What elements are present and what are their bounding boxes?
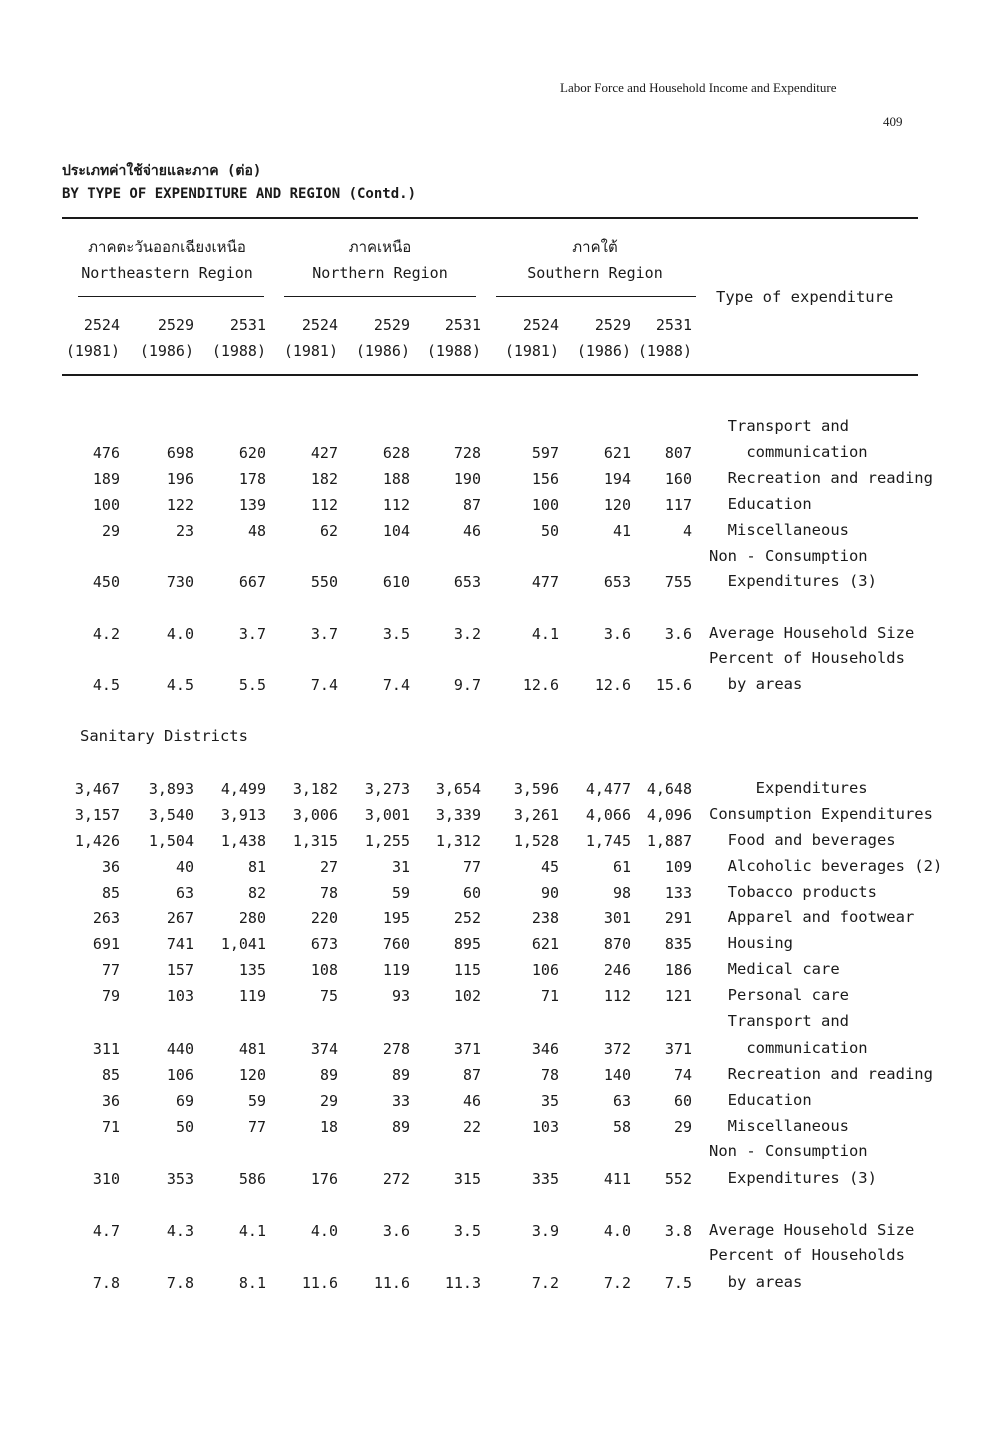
table-cell: 4.5: [166, 676, 194, 694]
table-cell: 7.2: [531, 1274, 559, 1292]
table-cell: 621: [531, 935, 559, 953]
column-year-ad: (1981): [504, 342, 559, 360]
row-label: communication: [709, 443, 868, 461]
table-cell: 280: [238, 909, 266, 927]
table-title-english: BY TYPE OF EXPENDITURE AND REGION (Contd.): [62, 186, 417, 202]
table-cell: 106: [166, 1066, 194, 1084]
table-cell: 89: [391, 1066, 410, 1084]
table-cell: 8.1: [238, 1274, 266, 1292]
table-cell: 353: [166, 1170, 194, 1188]
table-cell: 119: [238, 987, 266, 1005]
table-cell: 74: [673, 1066, 692, 1084]
table-cell: 71: [101, 1118, 120, 1136]
table-cell: 36: [101, 1092, 120, 1110]
table-cell: 372: [603, 1040, 631, 1058]
table-cell: 108: [310, 961, 338, 979]
table-cell: 3.9: [531, 1222, 559, 1240]
region-header-northern: [275, 234, 485, 286]
table-cell: 48: [247, 522, 266, 540]
row-label: Miscellaneous: [709, 521, 849, 539]
column-year-be: 2524: [83, 316, 120, 334]
row-label: Average Household Size: [709, 624, 915, 642]
table-cell: 755: [664, 573, 692, 591]
table-cell: 4.0: [603, 1222, 631, 1240]
section-heading-sanitary-districts: Sanitary Districts: [80, 727, 248, 745]
table-cell: 1,041: [220, 935, 266, 953]
row-label: communication: [709, 1039, 868, 1057]
table-cell: 7.5: [664, 1274, 692, 1292]
table-cell: 27: [319, 858, 338, 876]
table-cell: 698: [166, 444, 194, 462]
table-cell: 89: [391, 1118, 410, 1136]
row-label: Apparel and footwear: [709, 908, 915, 926]
column-year-be: 2531: [444, 316, 481, 334]
table-cell: 335: [531, 1170, 559, 1188]
table-cell: 1,504: [148, 832, 194, 850]
table-cell: 12.6: [522, 676, 559, 694]
table-cell: 60: [673, 1092, 692, 1110]
table-cell: 4.7: [92, 1222, 120, 1240]
table-cell: 69: [175, 1092, 194, 1110]
table-cell: 3.6: [664, 625, 692, 643]
table-cell: 1,745: [585, 832, 631, 850]
table-cell: 4,096: [646, 806, 692, 824]
table-cell: 112: [603, 987, 631, 1005]
row-label: Food and beverages: [709, 831, 896, 849]
column-header: [499, 312, 559, 364]
table-cell: 267: [166, 909, 194, 927]
row-label: Expenditures: [709, 779, 868, 797]
table-cell: 728: [453, 444, 481, 462]
table-cell: 3.5: [453, 1222, 481, 1240]
table-cell: 196: [166, 470, 194, 488]
table-cell: 103: [531, 1118, 559, 1136]
table-cell: 3,540: [148, 806, 194, 824]
table-cell: 120: [238, 1066, 266, 1084]
table-cell: 481: [238, 1040, 266, 1058]
table-cell: 1,255: [364, 832, 410, 850]
table-cell: 3,467: [74, 780, 120, 798]
row-label: Alcoholic beverages (2): [709, 857, 943, 875]
table-cell: 3.7: [310, 625, 338, 643]
region-english: Southern Region: [527, 264, 663, 282]
column-year-ad: (1988): [637, 342, 692, 360]
table-cell: 4.3: [166, 1222, 194, 1240]
table-cell: 4,499: [220, 780, 266, 798]
region-underline-southern: [496, 296, 696, 297]
table-cell: 3,182: [292, 780, 338, 798]
table-cell: 41: [612, 522, 631, 540]
row-label: Tobacco products: [709, 883, 877, 901]
table-cell: 730: [166, 573, 194, 591]
column-year-be: 2531: [655, 316, 692, 334]
table-cell: 3,006: [292, 806, 338, 824]
table-cell: 4.0: [166, 625, 194, 643]
table-cell: 252: [453, 909, 481, 927]
table-cell: 691: [92, 935, 120, 953]
column-year-ad: (1986): [576, 342, 631, 360]
table-cell: 3,654: [435, 780, 481, 798]
table-cell: 156: [531, 470, 559, 488]
table-cell: 3.2: [453, 625, 481, 643]
table-cell: 4.1: [238, 1222, 266, 1240]
table-cell: 15.6: [655, 676, 692, 694]
column-header: [571, 312, 631, 364]
table-cell: 79: [101, 987, 120, 1005]
column-header: [206, 312, 266, 364]
table-cell: 278: [382, 1040, 410, 1058]
table-cell: 102: [453, 987, 481, 1005]
table-cell: 82: [247, 884, 266, 902]
column-year-ad: (1986): [355, 342, 410, 360]
table-cell: 135: [238, 961, 266, 979]
table-cell: 7.4: [382, 676, 410, 694]
column-year-ad: (1981): [65, 342, 120, 360]
region-thai: ภาคตะวันออกเฉียงเหนือ: [88, 238, 246, 256]
table-cell: 3,001: [364, 806, 410, 824]
row-label: Housing: [709, 934, 793, 952]
table-cell: 35: [540, 1092, 559, 1110]
table-cell: 3.6: [382, 1222, 410, 1240]
table-cell: 371: [664, 1040, 692, 1058]
table-cell: 4.1: [531, 625, 559, 643]
region-underline-northern: [284, 296, 476, 297]
table-cell: 346: [531, 1040, 559, 1058]
table-cell: 1,315: [292, 832, 338, 850]
table-cell: 440: [166, 1040, 194, 1058]
table-cell: 4.0: [310, 1222, 338, 1240]
table-cell: 7.8: [92, 1274, 120, 1292]
table-cell: 3,157: [74, 806, 120, 824]
table-cell: 77: [247, 1118, 266, 1136]
table-cell: 7.2: [603, 1274, 631, 1292]
table-cell: 85: [101, 884, 120, 902]
table-cell: 3.8: [664, 1222, 692, 1240]
table-cell: 291: [664, 909, 692, 927]
table-cell: 59: [391, 884, 410, 902]
row-label: Transport and: [709, 1012, 849, 1030]
region-header-southern: [490, 234, 700, 286]
table-title-thai: ประเภทค่าใช้จ่ายและภาค (ต่อ): [62, 163, 262, 179]
table-cell: 5.5: [238, 676, 266, 694]
table-cell: 139: [238, 496, 266, 514]
table-cell: 3,913: [220, 806, 266, 824]
table-cell: 104: [382, 522, 410, 540]
table-cell: 246: [603, 961, 631, 979]
table-cell: 620: [238, 444, 266, 462]
table-cell: 40: [175, 858, 194, 876]
table-cell: 3.6: [603, 625, 631, 643]
table-cell: 310: [92, 1170, 120, 1188]
table-cell: 9.7: [453, 676, 481, 694]
table-cell: 157: [166, 961, 194, 979]
table-cell: 100: [531, 496, 559, 514]
table-cell: 628: [382, 444, 410, 462]
table-cell: 552: [664, 1170, 692, 1188]
region-english: Northern Region: [312, 264, 448, 282]
top-rule: [62, 217, 918, 219]
region-thai: ภาคใต้: [572, 238, 618, 256]
table-cell: 71: [540, 987, 559, 1005]
table-cell: 272: [382, 1170, 410, 1188]
table-cell: 621: [603, 444, 631, 462]
table-cell: 1,528: [513, 832, 559, 850]
table-cell: 90: [540, 884, 559, 902]
table-cell: 188: [382, 470, 410, 488]
table-cell: 75: [319, 987, 338, 1005]
column-year-ad: (1981): [283, 342, 338, 360]
table-cell: 220: [310, 909, 338, 927]
table-cell: 7.4: [310, 676, 338, 694]
table-cell: 61: [612, 858, 631, 876]
table-cell: 11.6: [301, 1274, 338, 1292]
column-year-be: 2529: [157, 316, 194, 334]
table-cell: 103: [166, 987, 194, 1005]
table-cell: 115: [453, 961, 481, 979]
table-cell: 78: [319, 884, 338, 902]
table-cell: 3,893: [148, 780, 194, 798]
table-cell: 100: [92, 496, 120, 514]
table-cell: 189: [92, 470, 120, 488]
table-cell: 18: [319, 1118, 338, 1136]
row-label: Recreation and reading: [709, 469, 933, 487]
table-cell: 112: [310, 496, 338, 514]
table-cell: 450: [92, 573, 120, 591]
table-cell: 22: [462, 1118, 481, 1136]
column-header: [632, 312, 692, 364]
table-cell: 117: [664, 496, 692, 514]
table-cell: 1,312: [435, 832, 481, 850]
table-cell: 653: [453, 573, 481, 591]
table-cell: 140: [603, 1066, 631, 1084]
table-cell: 597: [531, 444, 559, 462]
table-cell: 50: [175, 1118, 194, 1136]
table-cell: 59: [247, 1092, 266, 1110]
row-label: Transport and: [709, 417, 849, 435]
table-cell: 11.6: [373, 1274, 410, 1292]
table-cell: 36: [101, 858, 120, 876]
table-cell: 109: [664, 858, 692, 876]
row-label: Expenditures (3): [709, 572, 877, 590]
table-cell: 610: [382, 573, 410, 591]
table-cell: 476: [92, 444, 120, 462]
table-cell: 667: [238, 573, 266, 591]
table-cell: 182: [310, 470, 338, 488]
region-header-northeastern: [62, 234, 272, 286]
table-cell: 4,648: [646, 780, 692, 798]
table-cell: 895: [453, 935, 481, 953]
row-label: by areas: [709, 675, 803, 693]
table-cell: 371: [453, 1040, 481, 1058]
table-cell: 87: [462, 496, 481, 514]
row-label: Personal care: [709, 986, 849, 1004]
table-cell: 4.2: [92, 625, 120, 643]
table-cell: 427: [310, 444, 338, 462]
table-cell: 238: [531, 909, 559, 927]
table-cell: 176: [310, 1170, 338, 1188]
table-cell: 673: [310, 935, 338, 953]
table-cell: 63: [612, 1092, 631, 1110]
column-header: [278, 312, 338, 364]
table-cell: 112: [382, 496, 410, 514]
table-cell: 1,426: [74, 832, 120, 850]
column-header: [350, 312, 410, 364]
table-cell: 835: [664, 935, 692, 953]
table-cell: 62: [319, 522, 338, 540]
table-cell: 11.3: [444, 1274, 481, 1292]
table-cell: 1,438: [220, 832, 266, 850]
table-cell: 85: [101, 1066, 120, 1084]
table-cell: 77: [462, 858, 481, 876]
column-year-be: 2524: [522, 316, 559, 334]
table-cell: 4,066: [585, 806, 631, 824]
table-cell: 195: [382, 909, 410, 927]
column-header: [60, 312, 120, 364]
type-of-expenditure-header: Type of expenditure: [716, 288, 894, 306]
table-cell: 60: [462, 884, 481, 902]
table-cell: 411: [603, 1170, 631, 1188]
table-cell: 120: [603, 496, 631, 514]
table-cell: 4,477: [585, 780, 631, 798]
column-header: [421, 312, 481, 364]
row-label: by areas: [709, 1273, 803, 1291]
table-cell: 586: [238, 1170, 266, 1188]
column-year-be: 2531: [229, 316, 266, 334]
row-label: Expenditures (3): [709, 1169, 877, 1187]
table-cell: 50: [540, 522, 559, 540]
table-cell: 870: [603, 935, 631, 953]
region-thai: ภาคเหนือ: [348, 238, 412, 256]
table-cell: 760: [382, 935, 410, 953]
table-cell: 807: [664, 444, 692, 462]
table-cell: 160: [664, 470, 692, 488]
table-cell: 46: [462, 1092, 481, 1110]
table-cell: 89: [319, 1066, 338, 1084]
table-cell: 3,273: [364, 780, 410, 798]
table-cell: 119: [382, 961, 410, 979]
column-year-be: 2529: [594, 316, 631, 334]
table-cell: 7.8: [166, 1274, 194, 1292]
table-cell: 106: [531, 961, 559, 979]
table-cell: 374: [310, 1040, 338, 1058]
table-cell: 3.7: [238, 625, 266, 643]
row-label: Consumption Expenditures: [709, 805, 933, 823]
column-year-ad: (1988): [211, 342, 266, 360]
page-number: 409: [883, 114, 903, 129]
table-cell: 23: [175, 522, 194, 540]
row-label: Medical care: [709, 960, 840, 978]
row-label: Percent of Households: [709, 1246, 905, 1264]
table-cell: 63: [175, 884, 194, 902]
table-cell: 81: [247, 858, 266, 876]
table-cell: 311: [92, 1040, 120, 1058]
table-cell: 98: [612, 884, 631, 902]
table-cell: 45: [540, 858, 559, 876]
table-cell: 133: [664, 884, 692, 902]
table-cell: 122: [166, 496, 194, 514]
column-year-be: 2529: [373, 316, 410, 334]
row-label: Average Household Size: [709, 1221, 915, 1239]
table-cell: 741: [166, 935, 194, 953]
table-cell: 12.6: [594, 676, 631, 694]
table-cell: 78: [540, 1066, 559, 1084]
row-label: Recreation and reading: [709, 1065, 933, 1083]
table-cell: 4: [682, 522, 692, 540]
table-cell: 31: [391, 858, 410, 876]
table-cell: 315: [453, 1170, 481, 1188]
table-cell: 33: [391, 1092, 410, 1110]
column-year-be: 2524: [301, 316, 338, 334]
table-cell: 1,887: [646, 832, 692, 850]
row-label: Non - Consumption: [709, 1142, 868, 1160]
table-cell: 477: [531, 573, 559, 591]
table-cell: 653: [603, 573, 631, 591]
row-label: Miscellaneous: [709, 1117, 849, 1135]
table-cell: 46: [462, 522, 481, 540]
column-header: [134, 312, 194, 364]
header-bottom-rule: [62, 374, 918, 376]
table-cell: 3,596: [513, 780, 559, 798]
table-cell: 93: [391, 987, 410, 1005]
running-header: Labor Force and Household Income and Expenditure: [560, 80, 837, 95]
column-year-ad: (1986): [139, 342, 194, 360]
table-cell: 194: [603, 470, 631, 488]
table-cell: 121: [664, 987, 692, 1005]
table-cell: 3,339: [435, 806, 481, 824]
region-english: Northeastern Region: [81, 264, 253, 282]
table-cell: 178: [238, 470, 266, 488]
table-cell: 29: [319, 1092, 338, 1110]
table-cell: 190: [453, 470, 481, 488]
table-cell: 77: [101, 961, 120, 979]
table-cell: 29: [673, 1118, 692, 1136]
row-label: Non - Consumption: [709, 547, 868, 565]
row-label: Percent of Households: [709, 649, 905, 667]
table-cell: 186: [664, 961, 692, 979]
table-cell: 550: [310, 573, 338, 591]
table-cell: 3,261: [513, 806, 559, 824]
region-underline-northeastern: [78, 296, 264, 297]
row-label: Education: [709, 495, 812, 513]
table-cell: 29: [101, 522, 120, 540]
table-cell: 301: [603, 909, 631, 927]
table-cell: 58: [612, 1118, 631, 1136]
table-cell: 263: [92, 909, 120, 927]
table-cell: 4.5: [92, 676, 120, 694]
row-label: Education: [709, 1091, 812, 1109]
table-cell: 3.5: [382, 625, 410, 643]
column-year-ad: (1988): [426, 342, 481, 360]
table-cell: 87: [462, 1066, 481, 1084]
